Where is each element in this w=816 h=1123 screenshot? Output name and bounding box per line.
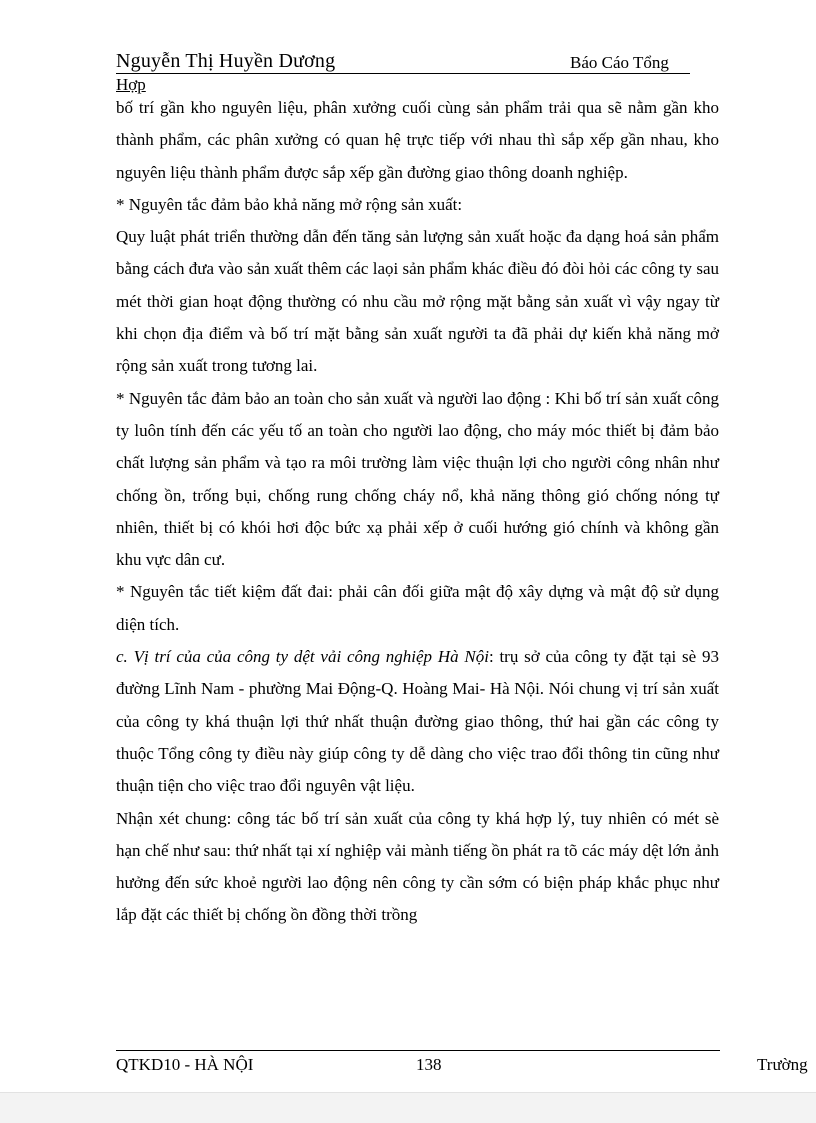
footer-rule <box>116 1050 720 1051</box>
page-number: 138 <box>416 1055 442 1074</box>
paragraph-expansion-principle-heading: * Nguyên tắc đảm bảo khả năng mở rộng sản xuất: <box>116 194 463 214</box>
page-header <box>116 48 692 94</box>
footer-left: QTKD10 - HÀ NỘI <box>116 1055 254 1074</box>
paragraph-land-saving-principle: * Nguyên tắc tiết kiệm đất đai: phải cân đối giữa mật độ xây dựng và mật độ sử dụng diện tích. <box>116 582 719 634</box>
header-rule <box>116 73 690 74</box>
paragraph-general-remarks: Nhận xét chung: công tác bố trí sản xuất của công ty khá hợp lý, tuy nhiên có mét sè hạn chế như sau: thứ nhất tại xí nghiệp vải mành tiếng ồn phát ra tõ các máy dệt lớn ảnh hưởng đến sức khoẻ người lao động nên công ty cần sớm có biện pháp khắc phục như lắp đặt các thiết bị chống ồn đồng thời trồng <box>116 808 719 925</box>
footer-right: Trường <box>757 1055 808 1074</box>
paragraph-continued: bố trí gần kho nguyên liệu, phân xưởng cuối cùng sản phẩm trải qua sẽ nằm gần kho thành phẩm, các phân xưởng có quan hệ trực tiếp với nhau thì sắp xếp gần nhau, kho nguyên liệu thành phẩm được sắp xếp gần đường giao thông doanh nghiệp. <box>116 98 719 182</box>
header-author: Nguyễn Thị Huyền Dương <box>116 50 336 72</box>
paragraph-company-location <box>116 641 719 802</box>
page-body <box>116 92 719 932</box>
page-bottom-edge <box>0 1092 816 1123</box>
paragraph-safety-principle: * Nguyên tắc đảm bảo an toàn cho sản xuất và người lao động : Khi bố trí sản xuất công ty luôn tính đến các yếu tố an toàn cho người lao động, cho máy móc thiết bị đảm bảo chất lượng sản phẩm và tạo ra môi trường làm việc thuận lợi cho người công nhân như chống ồn, trống bụi, chống rung chống cháy nổ, khả năng thông gió chống nóng tự nhiên, thiết bị có khói hơi độc bức xạ phải xếp ở cuối hướng gió chính và không gần khu vực dân cư. <box>116 388 719 570</box>
company-location-heading: c. Vị trí của của công ty dệt vải công nghiệp Hà Nội <box>116 647 489 667</box>
paragraph-expansion-principle: Quy luật phát triển thường dẫn đến tăng sản lượng sản xuất hoặc đa dạng hoá sản phẩm bằng cách đưa vào sản xuất thêm các laọi sản phẩm khác điều đó đòi hỏi các công ty sau mét thời gian hoạt động thường có nhu cầu mở rộng mặt bằng sản xuất vì vậy ngay từ khi chọn địa điểm và bố trí mặt bằng sản xuất người ta đã phải dự kiến khả năng mở rộng sản xuất trong tương lai. <box>116 227 719 376</box>
header-report-title-continued: Hợp <box>116 75 146 94</box>
company-location-text: : trụ sở của công ty đặt tại sè 93 đường Lĩnh Nam - phường Mai Động-Q. Hoàng Mai- Hà Nội. Nói chung vị trí sản xuất của công ty khá thuận lợi thứ nhất thuận đường giao thông, thứ hai gần các công ty thuộc Tổng công ty điều này giúp công ty dễ dàng cho việc trao đổi thông tin cũng như thuận tiện cho việc trao đổi nguyên vật liệu. <box>116 647 719 796</box>
header-report-title: Báo Cáo Tổng <box>570 53 669 72</box>
